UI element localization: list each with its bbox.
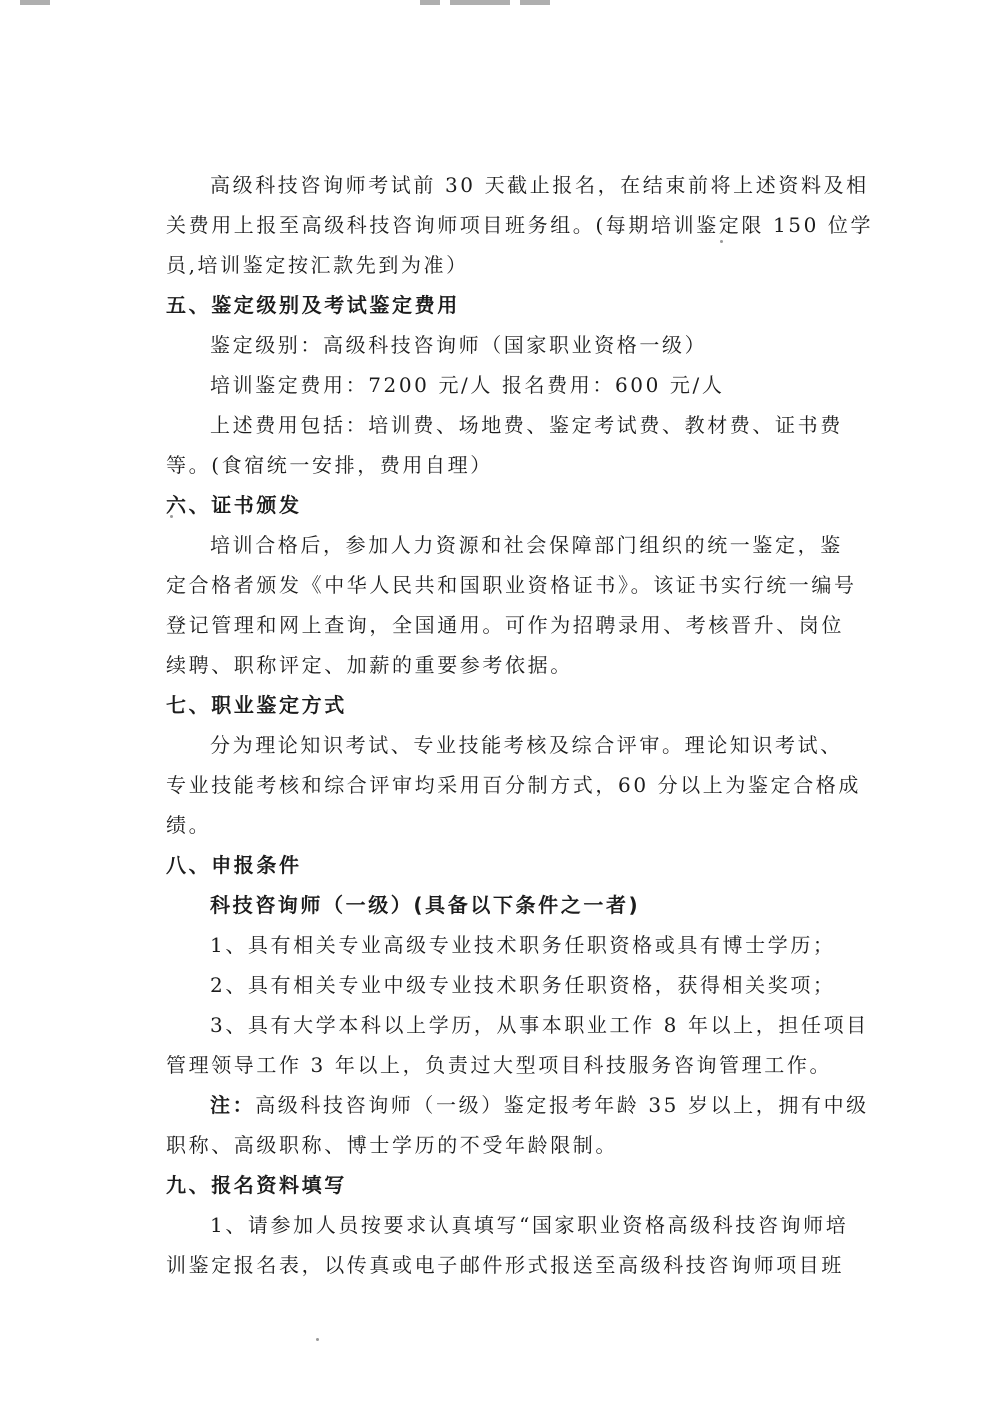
list-item: 3、具有大学本科以上学历，从事本职业工作 8 年以上，担任项目: [210, 1013, 869, 1037]
scan-speck: [316, 1338, 319, 1341]
paragraph-line: 专业技能考核和综合评审均采用百分制方式，60 分以上为鉴定合格成: [166, 773, 862, 797]
paragraph-line: 高级科技咨询师考试前 30 天截止报名，在结束前将上述资料及相: [210, 173, 869, 197]
section-heading: 六、证书颁发: [166, 493, 302, 517]
note-label: 注：: [210, 1093, 256, 1117]
scan-mark: [20, 0, 50, 5]
list-item: 1、请参加人员按要求认真填写“国家职业资格高级科技咨询师培: [210, 1213, 849, 1237]
section-heading: 七、职业鉴定方式: [166, 693, 347, 717]
paragraph-line: 续聘、职称评定、加薪的重要参考依据。: [166, 653, 573, 677]
paragraph-line: 员,培训鉴定按汇款先到为准）: [166, 253, 469, 277]
paragraph-line: 分为理论知识考试、专业技能考核及综合评审。理论知识考试、: [210, 733, 843, 757]
paragraph-line: 上述费用包括：培训费、场地费、鉴定考试费、教材费、证书费: [210, 413, 843, 437]
scan-mark: [450, 0, 510, 5]
section-heading: 九、报名资料填写: [166, 1173, 347, 1197]
note-line: [166, 1085, 869, 1125]
paragraph-line: 定合格者颁发《中华人民共和国职业资格证书》。该证书实行统一编号: [166, 573, 857, 597]
paragraph-line: 登记管理和网上查询，全国通用。可作为招聘录用、考核晋升、岗位: [166, 613, 844, 637]
paragraph-line: 培训鉴定费用：7200 元/人 报名费用：600 元/人: [210, 373, 725, 397]
document-page: [166, 165, 874, 1285]
note-line: 职称、高级职称、博士学历的不受年龄限制。: [166, 1133, 618, 1157]
scan-edge-marks: [0, 0, 992, 12]
note-text: 高级科技咨询师（一级）鉴定报考年龄 35 岁以上，拥有中级: [255, 1093, 869, 1117]
list-item: 2、具有相关专业中级专业技术职务任职资格，获得相关奖项；: [210, 973, 836, 997]
paragraph-line: 鉴定级别：高级科技咨询师（国家职业资格一级）: [210, 333, 708, 357]
paragraph-line: 培训合格后，参加人力资源和社会保障部门组织的统一鉴定，鉴: [210, 533, 843, 557]
list-item: 1、具有相关专业高级专业技术职务任职资格或具有博士学历；: [210, 933, 836, 957]
list-item-continuation: 管理领导工作 3 年以上，负责过大型项目科技服务咨询管理工作。: [166, 1053, 833, 1077]
scan-mark: [520, 0, 550, 5]
paragraph-line: 等。(食宿统一安排，费用自理）: [166, 453, 493, 477]
section-subheading: 科技咨询师（一级）(具备以下条件之一者): [210, 893, 641, 917]
scan-mark: [420, 0, 440, 5]
paragraph-line: 绩。: [166, 813, 212, 837]
section-heading: 五、鉴定级别及考试鉴定费用: [166, 293, 460, 317]
list-item-continuation: 训鉴定报名表，以传真或电子邮件形式报送至高级科技咨询师项目班: [166, 1253, 844, 1277]
paragraph-line: 关费用上报至高级科技咨询师项目班务组。(每期培训鉴定限 150 位学: [166, 213, 874, 237]
section-heading: 八、申报条件: [166, 853, 302, 877]
